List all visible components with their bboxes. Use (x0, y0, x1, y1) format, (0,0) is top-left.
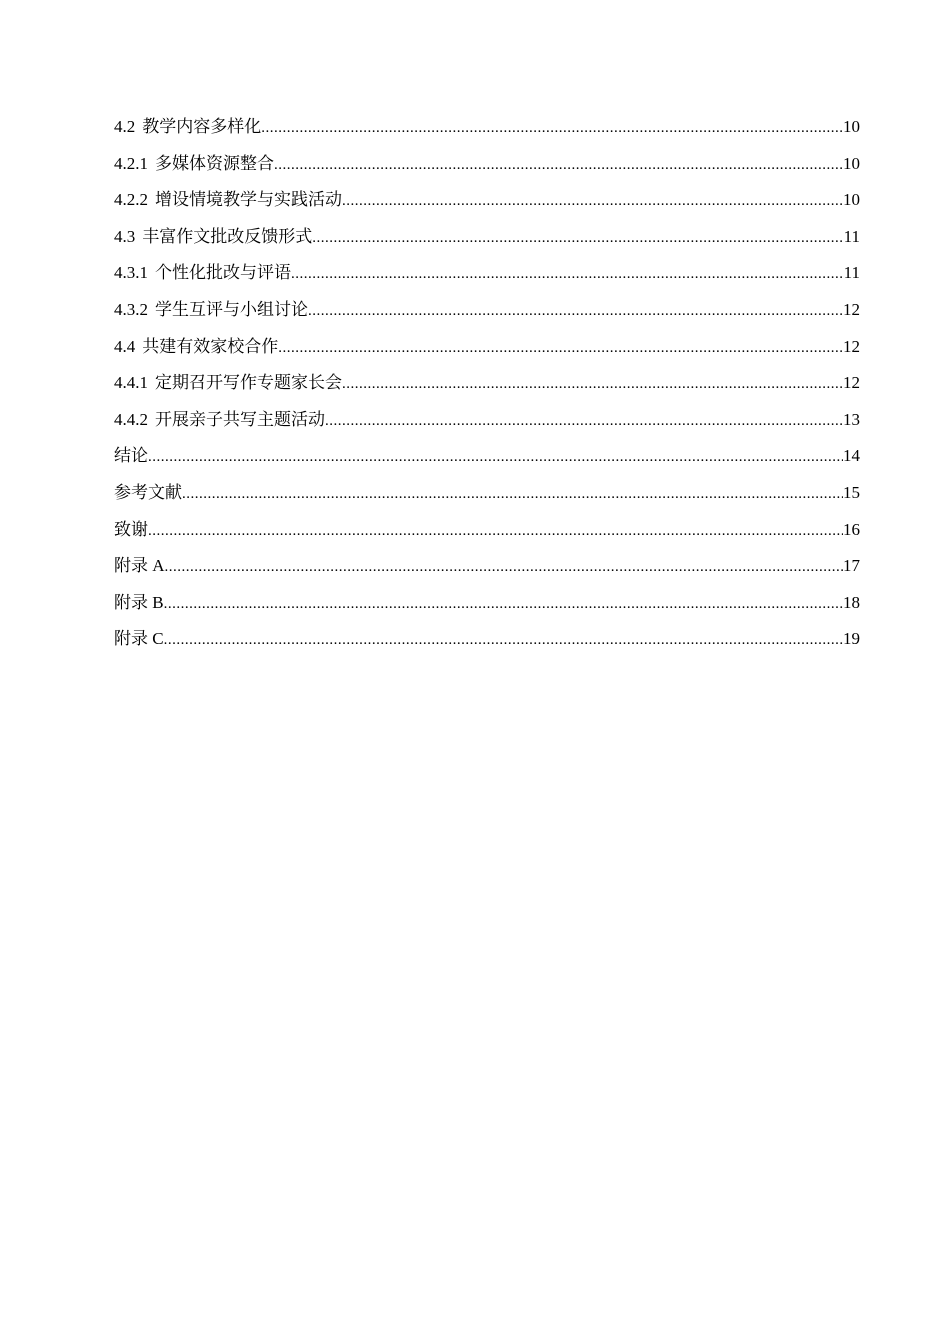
toc-section-title: 致谢 (114, 519, 148, 539)
toc-section-number: 4.4.2 (114, 409, 148, 429)
toc-entry[interactable] (114, 296, 860, 333)
toc-section-title: 附录 C (114, 629, 164, 649)
toc-section-title: 共建有效家校合作 (142, 336, 279, 356)
toc-page-number: 11 (843, 226, 860, 246)
toc-entry[interactable] (114, 150, 860, 187)
toc-dot-leader (291, 260, 844, 288)
toc-entry[interactable] (114, 516, 860, 553)
toc-page-number: 10 (843, 190, 860, 210)
toc-dot-leader (164, 626, 843, 654)
toc-section-title: 附录 A (114, 556, 165, 576)
toc-entry[interactable] (114, 479, 860, 516)
toc-section-title: 结论 (114, 446, 148, 466)
toc-section-number: 4.2.2 (114, 190, 148, 210)
toc-section-title: 增设情境教学与实践活动 (155, 190, 342, 210)
toc-page-number: 12 (843, 336, 860, 356)
toc-page-number: 12 (843, 373, 860, 393)
toc-entry[interactable] (114, 333, 860, 370)
toc-section-number: 4.3 (114, 226, 136, 246)
toc-entry[interactable] (114, 113, 860, 150)
toc-section-number: 4.4 (114, 336, 136, 356)
toc-dot-leader (164, 590, 843, 618)
toc-page-number: 10 (843, 153, 860, 173)
toc-section-title: 学生互评与小组讨论 (155, 299, 308, 319)
toc-page-number: 18 (843, 592, 860, 612)
toc-entry[interactable] (114, 552, 860, 589)
toc-section-number: 4.4.1 (114, 373, 148, 393)
toc-section-title: 丰富作文批改反馈形式 (142, 226, 313, 246)
toc-section-number: 4.3.2 (114, 299, 148, 319)
toc-dot-leader (312, 224, 843, 252)
toc-section-title: 附录 B (114, 592, 164, 612)
toc-dot-leader (165, 553, 843, 581)
toc-entry[interactable] (114, 442, 860, 479)
table-of-contents (114, 113, 860, 662)
toc-dot-leader (261, 114, 843, 142)
toc-entry[interactable] (114, 406, 860, 443)
toc-section-number: 4.2.1 (114, 153, 148, 173)
toc-section-title: 定期召开写作专题家长会 (155, 373, 342, 393)
toc-section-number: 4.3.1 (114, 263, 148, 283)
toc-dot-leader (325, 407, 843, 435)
toc-entry[interactable] (114, 369, 860, 406)
toc-dot-leader (148, 443, 843, 471)
toc-page-number: 13 (843, 409, 860, 429)
toc-dot-leader (148, 517, 843, 545)
toc-dot-leader (342, 187, 843, 215)
toc-page-number: 19 (843, 629, 860, 649)
toc-page-number: 17 (843, 556, 860, 576)
toc-page-number: 14 (843, 446, 860, 466)
toc-section-number: 4.2 (114, 117, 136, 136)
toc-section-title: 多媒体资源整合 (155, 153, 274, 173)
toc-entry[interactable] (114, 259, 860, 296)
toc-page-number: 15 (843, 482, 860, 502)
toc-page-number: 16 (843, 519, 860, 539)
toc-dot-leader (278, 334, 843, 362)
toc-dot-leader (274, 151, 843, 179)
toc-section-title: 教学内容多样化 (142, 117, 262, 136)
toc-entry[interactable] (114, 625, 860, 662)
toc-page-number: 11 (843, 263, 860, 283)
toc-section-title: 个性化批改与评语 (155, 263, 291, 283)
toc-page-number: 10 (843, 117, 860, 136)
toc-entry[interactable] (114, 186, 860, 223)
toc-page-number: 12 (843, 299, 860, 319)
toc-section-title: 开展亲子共写主题活动 (155, 409, 325, 429)
toc-entry[interactable] (114, 589, 860, 626)
toc-dot-leader (182, 480, 843, 508)
toc-section-title: 参考文献 (114, 482, 182, 502)
toc-dot-leader (308, 297, 843, 325)
toc-entry[interactable] (114, 223, 860, 260)
toc-dot-leader (342, 370, 843, 398)
